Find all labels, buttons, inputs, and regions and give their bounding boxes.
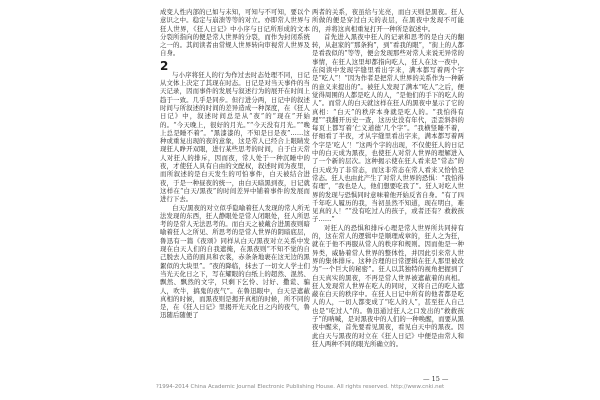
- paragraph: 白天/黑夜的对立似乎隐喻着狂人发现的常人所无法发现的东西，狂人静眼处是常人闭眼处，狂人所思考的是常人无法思考的。而白天之被戴合进黑夜则暗喻着狂人之所见、所思考的是常人世界的阴暗底层，鲁迅有一篇《夜颂》同样从白天/黑夜对立关系中发现在白天人们的自我遮掩，在黑夜则“不知不觉的自己脱去人造的面具和衣裳，赤条条地裹在这无边的黑絮似的大块里”。“夜的降临，抹去了一切文人学士们当光天化日之下，写在耀眼的白纸上的超然、混然、飘然、飘然的文字，只剩下乞怜、讨好、撒谎、骗人，吹牛，搞鬼的夜气”。在鲁迅眼中，白天是遮蔽真相的时候，而黑夜则是揭开真相的时候，所不同的是，在《狂人日记》里揭开光天化日之内的夜气，鲁迅随后随便了: [160, 203, 310, 320]
- left-column: [160, 8, 310, 320]
- paragraph: 两者的关系，夜虽给与光亮，而白天则是黑夜。狂人所做的便是穿过白天的表层，在黑夜中发现不可能的，并将这真相重复打开一种所是叙述中。: [312, 8, 464, 33]
- copyright-footer: ?1994-2014 China Academic Journal Electronic Publishing House. All rights reserved. http://www.cnki.net: [155, 384, 445, 390]
- page-number: — 15 —: [423, 375, 449, 383]
- section-lead-paragraph: 与小序将狂人的行为作过去时态处理不同，日记从文体上决定了其现在时态。日记是对当天事件的当天记录，因而事件的发展与叙述行为的展开在时间上趋于一致。几乎是同步。但行进分两，日记中的叙述时间与所叙述的时间的差异造成一种深度，在《狂人日记》中，叙述时间总是从“夜”的“现在”开始的。“今天晚上，很好的月光。”“今天没有月光。”“晚上总是睡不着”。“黑漆漆的，不知是日是夜”……这种或重复出现的夜的意象，这是常人已经合上眼睛发现狂人睁开双眼，进行某些思考的时间，自于白天常人对狂人的排斥，因而夜，常人处于一种沉睡中的夜，才使狂人具有自由的文配权，叙述时间为夜里，而所叙述的是白天发生的可怕事件，白天被结合进夜，于是一种昼夜的统一，由白天暗黑到夜，日记就这样在“白天/黑夜”的时间差异中铺着事件的发展而进行下去。: [160, 70, 310, 204]
- section-heading: [160, 58, 310, 73]
- intro-paragraph: 成变人性内部的已如与未知，可知与不可知，要以个意识之中。稳定与崩溃等等的对立。亦即常人世界与狂人世界，《狂人日记》中小序与日记所形成的文本分裂所指向的便是常人世界的分裂，而作为封闭系统之一的。其间读者由常规人世界转向审视常人世界及自身。: [160, 8, 310, 58]
- right-column: [312, 8, 464, 348]
- paragraph: 对狂人的恐惧和排斥心理是常人世界所共同持有的，这在常人的逻辑中是顺理成章的，狂人之为狂，就在于他不再服从常人的秩序和规则。因而他是一种异类，威胁着常人世界的整体性，并因此引来常人世界的集体排斥。这种合理的日常逻辑在狂人那里被改为“一个巨大的秘密”。狂人以其独特的视角把握到了白天真实的黑夜，不再是常人世界被遮蔽着的真相。狂人发现常人世界在吃人的同时，又将自己的吃人遮蔽在白天的秩序中。在狂人日记中所有的他者都是吃人的人，一切人都变成了“吃人的人”，甚至狂人自己也是“吃过人”的。鲁迅通过狂人之口发出的“救救孩子”的呐喊，是对黑夜中的人们的一种唤醒，而要从黑夜中醒来，首先要看见黑夜，看见白天中的黑夜。因此白天与黑夜的对立在《狂人日记》中便是由常人和狂人两种不同的眼光所确立的。: [312, 223, 464, 348]
- section-number: 2: [160, 58, 169, 73]
- paragraph: 首先进入黑夜中狂人的记录和思考的是白天的翻转，从赵家的“那条狗”，到“看我的眼”，“街上的人都是看我似的”等等，便会发现那些对常人来说无异常的事情，在狂人这里却都指向吃人，狂人在这一夜中，在阅读中发现字缝里看出字来，满本都写着两个字是“吃人”！“因为作者是把常人世界的关系作为一种新的意义来提出的”。被狂人发现了满本“吃人”之后，便觉得周围的人都是吃人的人，“是他们的手下的吃人的人”。而常人的白天就这样在狂人的黑夜中显示了它的真相：“白天”的秩序本身就是吃人的。“我怕得有理”“我翻开历史一查，这历史没有年代，歪歪斜斜的每页上都写着‘仁义道德’几个字”。“我横竖睡不着，仔细看了半夜，才从字缝里看出字来，满本都写着两个字是‘吃人’！”这两个字的出现，不仅使狂人的日记中的白天成为黑夜，也使狂人对常人世界的理解进入了一个新的层次。这种揭示使在狂人看来是“常态”的白天成为了非常态，而这非常态在常人看来又恰恰是常态。狂人也由此产生了对常人世界的恐惧：“我怕得有理”，“我也是人，他们想要吃我了”。狂人对吃人世界的发现与恐惧同时意味着他开始反省自身。“有了四千年吃人履历的我，当初虽然不知道，现在明白，难见真的人！”“没有吃过人的孩子，或者还有？救救孩子……”: [312, 32, 464, 224]
